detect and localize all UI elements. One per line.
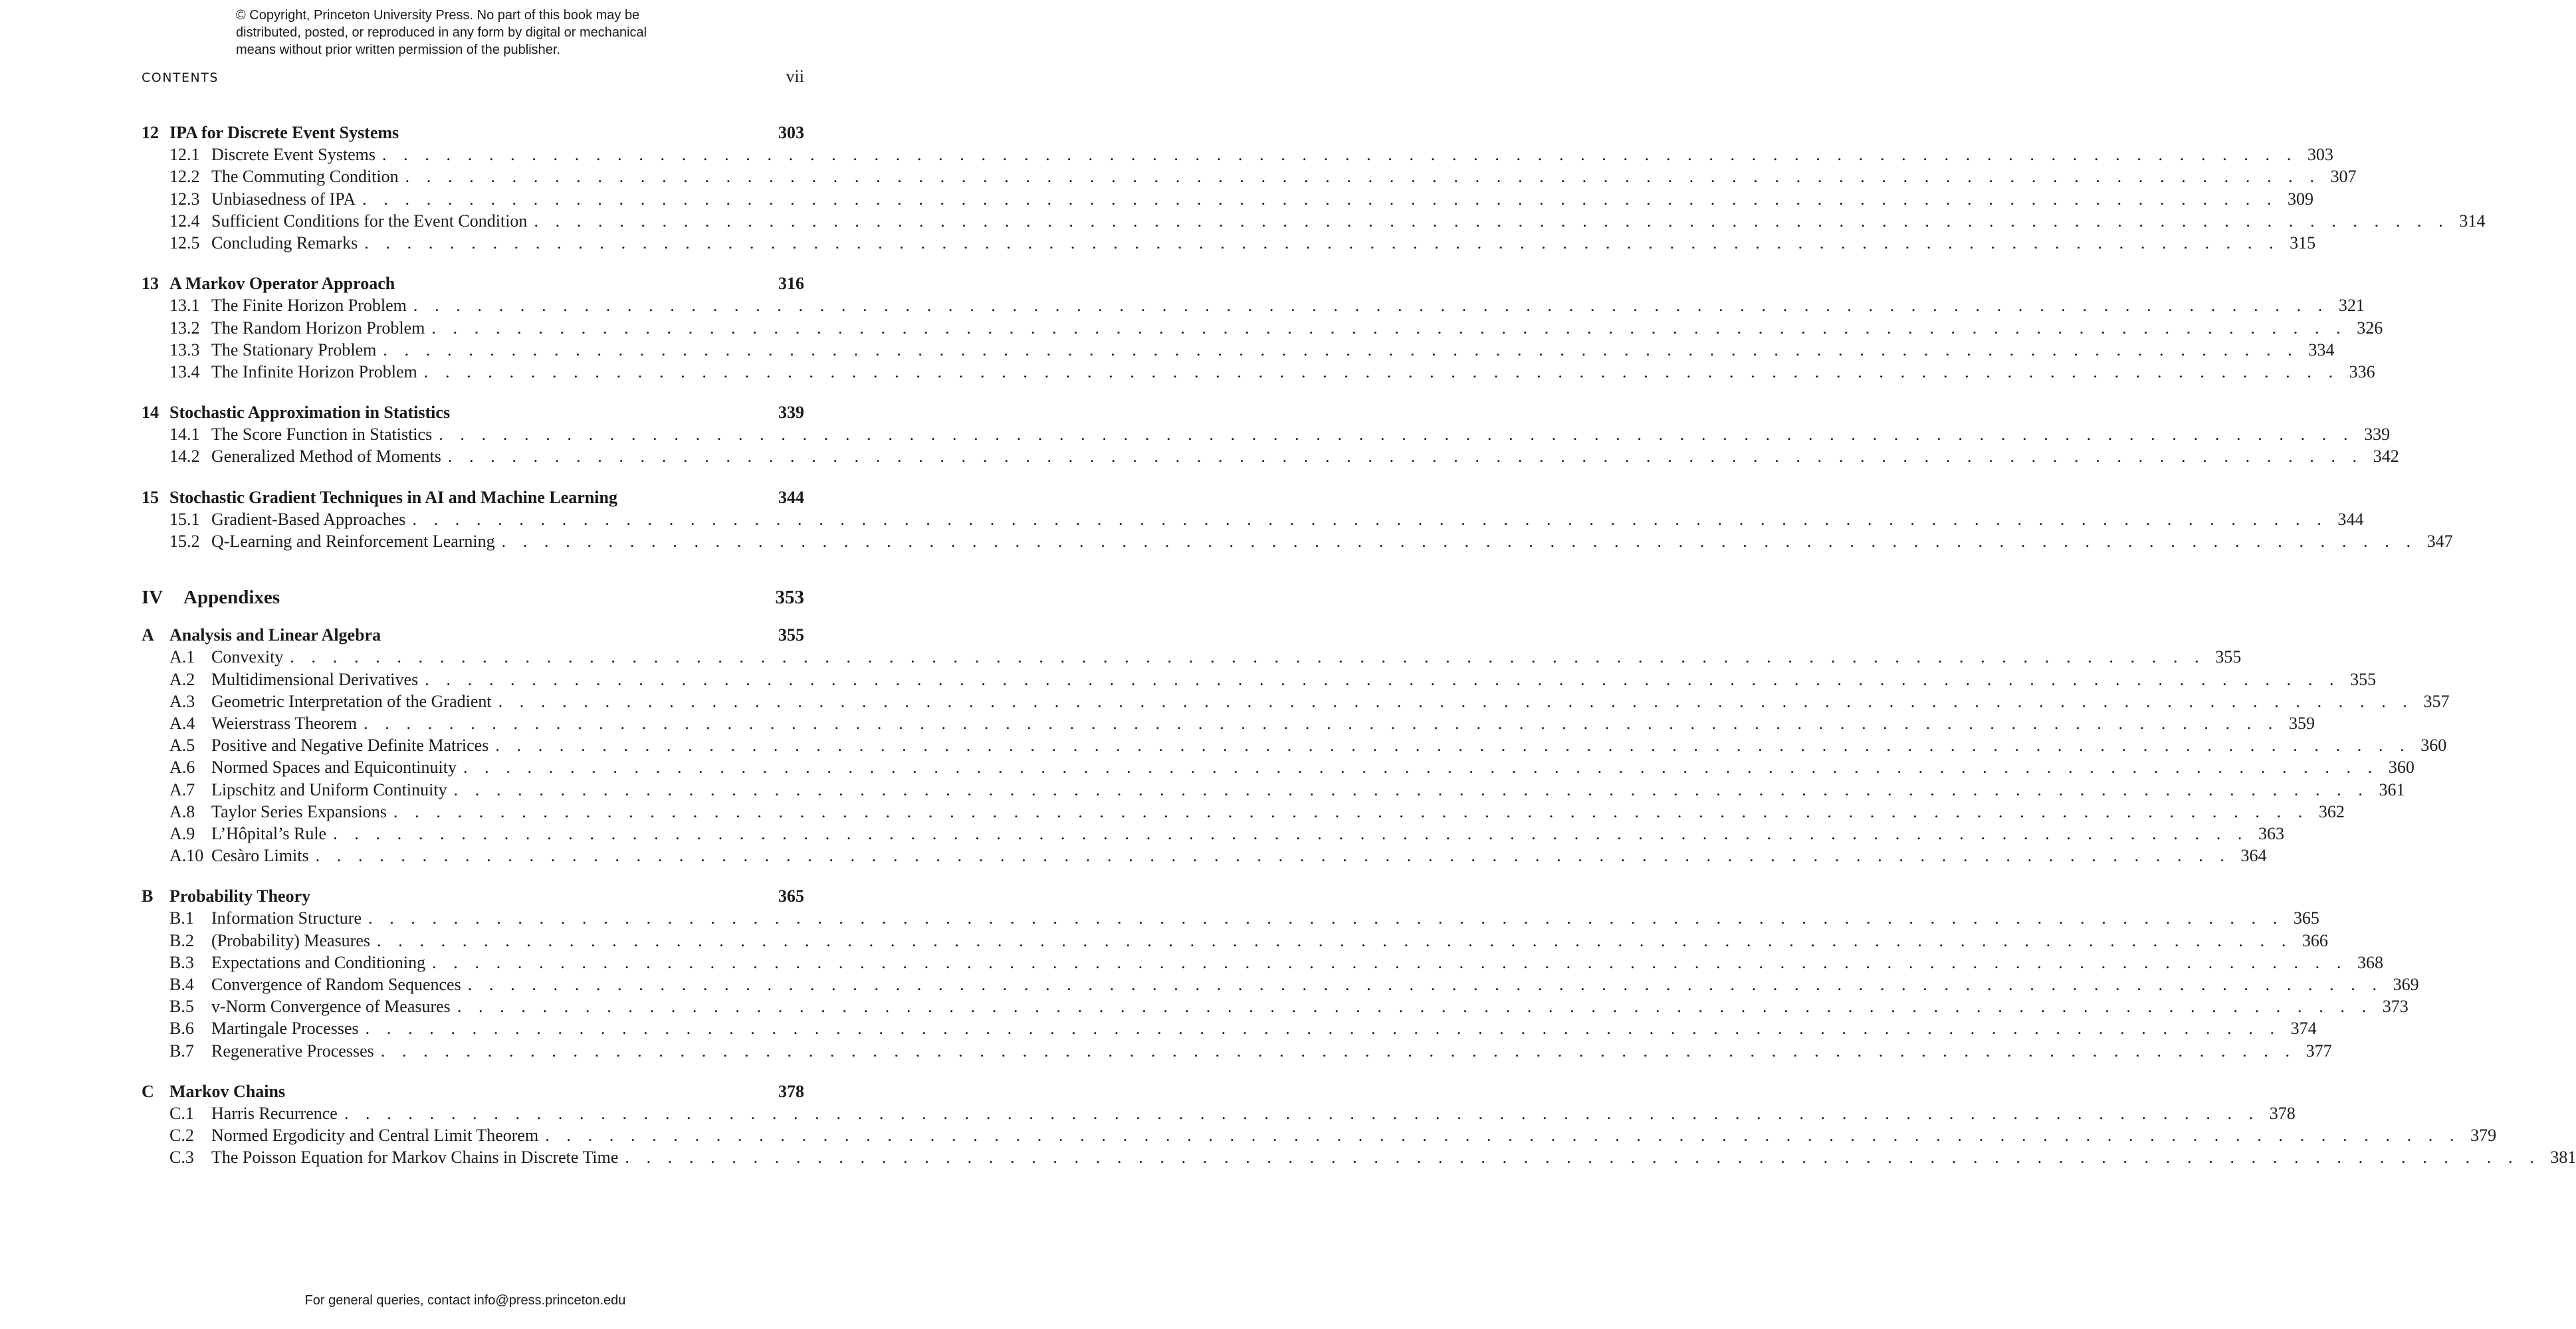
copyright-line: distributed, posted, or reproduced in any form by digital or mechanical [236, 25, 647, 40]
chapter-page: 365 [778, 886, 804, 906]
table-of-contents [142, 122, 2576, 1187]
section-entry[interactable] [142, 294, 2365, 316]
chapter-block [142, 486, 2453, 553]
chapter-page: 344 [778, 487, 804, 507]
chapter-page: 378 [778, 1081, 804, 1101]
section-page: 321 [2338, 296, 2365, 316]
section-number: 12.4 [169, 211, 200, 231]
dot-leader: . . . . . . . . . . . . . . . . . . . . . . . . . . . . . . . . . . . . . . . . . . . . . . . . . . . . . . . . . . . . . . . . . . . . . . . . . . . . . . . . . . . . . . . . . . [377, 930, 2292, 950]
chapter-heading[interactable] [142, 272, 804, 294]
section-title: Taylor Series Expansions [211, 801, 387, 821]
section-entry[interactable] [142, 165, 2357, 187]
dot-leader: . . . . . . . . . . . . . . . . . . . . . . . . . . . . . . . . . . . . . . . . . . . . . . . . . . . . . . . . . . . . . . . . . . . . . . . . . . . . . . . . . . . . . . . . . . [495, 736, 2411, 756]
section-number: A.2 [169, 669, 195, 689]
dot-leader: . . . . . . . . . . . . . . . . . . . . . . . . . . . . . . . . . . . . . . . . . . . . . . . . . . . . . . . . . . . . . . . . . . . . . . . . . . . . . . . . . . . . . . . . . . [380, 1041, 2296, 1061]
section-entry[interactable] [142, 144, 2333, 165]
chapter-group [142, 122, 2486, 552]
chapter-block [142, 272, 2383, 383]
section-title: The Commuting Condition [211, 167, 399, 187]
chapter-block [142, 1080, 2576, 1169]
section-number: 15.1 [169, 509, 200, 529]
dot-leader: . . . . . . . . . . . . . . . . . . . . . . . . . . . . . . . . . . . . . . . . . . . . . . . . . . . . . . . . . . . . . . . . . . . . . . . . . . . . . . . . . . . . . . . . . . [463, 758, 2379, 777]
section-title: Unbiasedness of IPA [211, 189, 356, 209]
section-title: The Finite Horizon Problem [211, 296, 407, 316]
section-page: 303 [2307, 145, 2333, 165]
section-entry[interactable] [142, 952, 2383, 973]
section-number: 12.2 [169, 167, 200, 187]
section-page: 368 [2357, 952, 2383, 972]
chapter-number: B [142, 886, 154, 906]
dot-leader: . . . . . . . . . . . . . . . . . . . . . . . . . . . . . . . . . . . . . . . . . . . . . . . . . . . . . . . . . . . . . . . . . . . . . . . . . . . . . . . . . . . . . . . . . . [432, 952, 2347, 972]
section-number: B.6 [169, 1019, 194, 1039]
dot-leader: . . . . . . . . . . . . . . . . . . . . . . . . . . . . . . . . . . . . . . . . . . . . . . . . . . . . . . . . . . . . . . . . . . . . . . . . . . . . . . . . . . . . . . . . . . [498, 691, 2414, 711]
chapter-heading[interactable] [142, 401, 804, 423]
dot-leader: . . . . . . . . . . . . . . . . . . . . . . . . . . . . . . . . . . . . . . . . . . . . . . . . . . . . . . . . . . . . . . . . . . . . . . . . . . . . . . . . . . . . . . . . . . [383, 340, 2299, 359]
section-entry[interactable] [142, 907, 2319, 929]
chapter-number: 12 [142, 123, 159, 142]
chapter-block [142, 885, 2419, 1062]
dot-leader: . . . . . . . . . . . . . . . . . . . . . . . . . . . . . . . . . . . . . . . . . . . . . . . . . . . . . . . . . . . . . . . . . . . . . . . . . . . . . . . . . . . . . . . . . . [534, 211, 2450, 231]
section-number: C.3 [169, 1148, 194, 1168]
section-title: Multidimensional Derivatives [211, 669, 419, 689]
dot-leader: . . . . . . . . . . . . . . . . . . . . . . . . . . . . . . . . . . . . . . . . . . . . . . . . . . . . . . . . . . . . . . . . . . . . . . . . . . . . . . . . . . . . . . . . . . [412, 509, 2328, 529]
chapter-title: Probability Theory [169, 886, 311, 906]
section-title: Sufficient Conditions for the Event Condition [211, 211, 528, 231]
section-number: A.10 [169, 846, 204, 866]
section-entry[interactable] [142, 1017, 2317, 1039]
section-page: 357 [2423, 691, 2450, 711]
section-title: Normed Spaces and Equicontinuity [211, 758, 457, 777]
section-title: The Score Function in Statistics [211, 425, 433, 445]
section-entry[interactable] [142, 646, 2242, 668]
section-entry[interactable] [142, 1146, 2576, 1168]
chapter-page: 339 [778, 403, 804, 423]
section-page: 360 [2388, 758, 2415, 777]
section-number: 14.2 [169, 447, 200, 466]
dot-leader: . . . . . . . . . . . . . . . . . . . . . . . . . . . . . . . . . . . . . . . . . . . . . . . . . . . . . . . . . . . . . . . . . . . . . . . . . . . . . . . . . . . . . . . . . . [333, 823, 2248, 843]
section-entry[interactable] [142, 317, 2383, 339]
chapter-page: 316 [778, 274, 804, 294]
section-number: 14.1 [169, 425, 200, 445]
chapter-heading[interactable] [142, 885, 804, 907]
section-page: 381 [2550, 1148, 2576, 1168]
dot-leader: . . . . . . . . . . . . . . . . . . . . . . . . . . . . . . . . . . . . . . . . . . . . . . . . . . . . . . . . . . . . . . . . . . . . . . . . . . . . . . . . . . . . . . . . . . [457, 997, 2373, 1017]
section-page: 361 [2379, 779, 2405, 799]
section-number: 12.5 [169, 233, 200, 253]
section-page: 336 [2349, 361, 2375, 381]
section-title: Convergence of Random Sequences [211, 975, 461, 994]
section-number: A.6 [169, 758, 195, 777]
chapter-number: A [142, 625, 154, 645]
copyright-line: means without prior written permission of the publisher. [236, 43, 561, 57]
part-heading [142, 584, 804, 611]
dot-leader: . . . . . . . . . . . . . . . . . . . . . . . . . . . . . . . . . . . . . . . . . . . . . . . . . . . . . . . . . . . . . . . . . . . . . . . . . . . . . . . . . . . . . . . . . . [423, 361, 2339, 381]
section-entry[interactable] [142, 756, 2415, 778]
section-page: 365 [2293, 908, 2319, 928]
section-page: 366 [2302, 930, 2328, 950]
section-page: 369 [2393, 975, 2419, 994]
dot-leader: . . . . . . . . . . . . . . . . . . . . . . . . . . . . . . . . . . . . . . . . . . . . . . . . . . . . . . . . . . . . . . . . . . . . . . . . . . . . . . . . . . . . . . . . . . [453, 779, 2369, 799]
dot-leader: . . . . . . . . . . . . . . . . . . . . . . . . . . . . . . . . . . . . . . . . . . . . . . . . . . . . . . . . . . . . . . . . . . . . . . . . . . . . . . . . . . . . . . . . . . [545, 1126, 2461, 1146]
section-entry[interactable] [142, 423, 2391, 445]
section-page: 339 [2364, 425, 2391, 445]
section-number: A.8 [169, 801, 195, 821]
dot-leader: . . . . . . . . . . . . . . . . . . . . . . . . . . . . . . . . . . . . . . . . . . . . . . . . . . . . . . . . . . . . . . . . . . . . . . . . . . . . . . . . . . . . . . . . . . [439, 425, 2355, 445]
section-page: 359 [2288, 713, 2315, 733]
chapter-title: Stochastic Gradient Techniques in AI and Machine Learning [169, 487, 617, 507]
section-entry[interactable] [142, 779, 2405, 801]
section-entry[interactable] [142, 445, 2399, 467]
dot-leader: . . . . . . . . . . . . . . . . . . . . . . . . . . . . . . . . . . . . . . . . . . . . . . . . . . . . . . . . . . . . . . . . . . . . . . . . . . . . . . . . . . . . . . . . . . [625, 1148, 2541, 1168]
chapter-heading[interactable] [142, 122, 804, 144]
section-title: Concluding Remarks [211, 233, 358, 253]
section-number: B.1 [169, 908, 194, 928]
dot-leader: . . . . . . . . . . . . . . . . . . . . . . . . . . . . . . . . . . . . . . . . . . . . . . . . . . . . . . . . . . . . . . . . . . . . . . . . . . . . . . . . . . . . . . . . . . [393, 801, 2309, 821]
part-page: 353 [775, 587, 804, 609]
section-title: Harris Recurrence [211, 1103, 338, 1123]
section-number: 13.1 [169, 296, 200, 316]
section-title: Convexity [211, 647, 284, 667]
section-title: Geometric Interpretation of the Gradient [211, 691, 492, 711]
section-title: Discrete Event Systems [211, 145, 376, 165]
section-number: B.2 [169, 930, 194, 950]
section-number: A.1 [169, 647, 195, 667]
part-title: Appendixes [183, 587, 280, 609]
section-page: 362 [2318, 801, 2345, 821]
section-entry[interactable] [142, 995, 2409, 1017]
section-number: 13.3 [169, 340, 200, 359]
section-entry[interactable] [142, 845, 2267, 867]
section-page: 363 [2258, 823, 2284, 843]
chapter-title: IPA for Discrete Event Systems [169, 123, 399, 142]
chapter-heading[interactable] [142, 486, 804, 508]
section-title: Weierstrass Theorem [211, 713, 358, 733]
section-page: 373 [2382, 997, 2409, 1017]
section-page: 360 [2420, 736, 2447, 756]
section-entry[interactable] [142, 823, 2284, 845]
section-page: 342 [2373, 447, 2399, 466]
section-number: B.4 [169, 975, 194, 994]
section-title: Lipschitz and Uniform Continuity [211, 779, 447, 799]
chapter-number: 14 [142, 403, 159, 423]
section-page: 364 [2240, 846, 2267, 866]
dot-leader: . . . . . . . . . . . . . . . . . . . . . . . . . . . . . . . . . . . . . . . . . . . . . . . . . . . . . . . . . . . . . . . . . . . . . . . . . . . . . . . . . . . . . . . . . . [501, 532, 2417, 551]
section-number: A.5 [169, 736, 195, 756]
dot-leader: . . . . . . . . . . . . . . . . . . . . . . . . . . . . . . . . . . . . . . . . . . . . . . . . . . . . . . . . . . . . . . . . . . . . . . . . . . . . . . . . . . . . . . . . . . [362, 189, 2278, 209]
section-number: 13.2 [169, 318, 200, 338]
section-number: A.3 [169, 691, 195, 711]
section-number: 15.2 [169, 532, 200, 551]
section-entry[interactable] [142, 188, 2314, 210]
running-head-title: CONTENTS [142, 70, 219, 85]
section-number: A.9 [169, 823, 195, 843]
section-title: Martingale Processes [211, 1019, 359, 1039]
chapter-heading[interactable] [142, 624, 804, 646]
dot-leader: . . . . . . . . . . . . . . . . . . . . . . . . . . . . . . . . . . . . . . . . . . . . . . . . . . . . . . . . . . . . . . . . . . . . . . . . . . . . . . . . . . . . . . . . . . [381, 145, 2298, 165]
section-title: L’Hôpital’s Rule [211, 823, 327, 843]
section-entry[interactable] [142, 1040, 2332, 1062]
chapter-title: Analysis and Linear Algebra [169, 625, 381, 645]
section-title: Normed Ergodicity and Central Limit Theorem [211, 1126, 539, 1146]
section-entry[interactable] [142, 973, 2419, 995]
section-title: Information Structure [211, 908, 362, 928]
section-page: 355 [2215, 647, 2242, 667]
part-number: IV [142, 587, 163, 609]
section-number: C.1 [169, 1103, 194, 1123]
copyright-notice [236, 7, 741, 58]
dot-leader: . . . . . . . . . . . . . . . . . . . . . . . . . . . . . . . . . . . . . . . . . . . . . . . . . . . . . . . . . . . . . . . . . . . . . . . . . . . . . . . . . . . . . . . . . . [364, 713, 2279, 733]
section-title: The Infinite Horizon Problem [211, 361, 417, 381]
section-entry[interactable] [142, 690, 2450, 712]
section-page: 344 [2337, 509, 2364, 529]
section-title: Cesàro Limits [211, 846, 309, 866]
section-entry[interactable] [142, 361, 2375, 383]
chapter-title: Stochastic Approximation in Statistics [169, 403, 451, 423]
section-page: 374 [2290, 1019, 2317, 1039]
section-page: 315 [2290, 233, 2316, 253]
section-page: 355 [2350, 669, 2377, 689]
section-entry[interactable] [142, 508, 2364, 530]
section-page: 326 [2357, 318, 2383, 338]
dot-leader: . . . . . . . . . . . . . . . . . . . . . . . . . . . . . . . . . . . . . . . . . . . . . . . . . . . . . . . . . . . . . . . . . . . . . . . . . . . . . . . . . . . . . . . . . . [365, 1019, 2281, 1039]
section-page: 309 [2288, 189, 2314, 209]
section-entry[interactable] [142, 801, 2345, 823]
section-number: 13.4 [169, 361, 200, 381]
section-entry[interactable] [142, 1124, 2497, 1146]
chapter-block [142, 401, 2399, 468]
section-number: B.7 [169, 1041, 194, 1061]
dot-leader: . . . . . . . . . . . . . . . . . . . . . . . . . . . . . . . . . . . . . . . . . . . . . . . . . . . . . . . . . . . . . . . . . . . . . . . . . . . . . . . . . . . . . . . . . . [467, 975, 2383, 994]
chapter-number: 15 [142, 487, 159, 507]
section-entry[interactable] [142, 210, 2486, 232]
dot-leader: . . . . . . . . . . . . . . . . . . . . . . . . . . . . . . . . . . . . . . . . . . . . . . . . . . . . . . . . . . . . . . . . . . . . . . . . . . . . . . . . . . . . . . . . . . [368, 908, 2284, 928]
chapter-page: 303 [778, 123, 804, 142]
dot-leader: . . . . . . . . . . . . . . . . . . . . . . . . . . . . . . . . . . . . . . . . . . . . . . . . . . . . . . . . . . . . . . . . . . . . . . . . . . . . . . . . . . . . . . . . . . [431, 318, 2347, 338]
section-number: A.7 [169, 779, 195, 799]
footer-contact: For general queries, contact info@press.princeton.edu [304, 1293, 626, 1308]
section-entry[interactable] [142, 930, 2328, 952]
dot-leader: . . . . . . . . . . . . . . . . . . . . . . . . . . . . . . . . . . . . . . . . . . . . . . . . . . . . . . . . . . . . . . . . . . . . . . . . . . . . . . . . . . . . . . . . . . [290, 647, 2206, 667]
dot-leader: . . . . . . . . . . . . . . . . . . . . . . . . . . . . . . . . . . . . . . . . . . . . . . . . . . . . . . . . . . . . . . . . . . . . . . . . . . . . . . . . . . . . . . . . . . [425, 669, 2341, 689]
copyright-line: © Copyright, Princeton University Press. No part of this book may be [236, 8, 640, 23]
section-page: 378 [2269, 1103, 2296, 1123]
section-title: (Probability) Measures [211, 930, 371, 950]
running-head [142, 66, 804, 86]
section-entry[interactable] [142, 232, 2316, 254]
section-page: 307 [2330, 167, 2357, 187]
section-title: Expectations and Conditioning [211, 952, 426, 972]
section-title: Positive and Negative Definite Matrices [211, 736, 489, 756]
section-number: C.2 [169, 1126, 194, 1146]
section-number: B.5 [169, 997, 194, 1017]
page-number: vii [786, 66, 804, 86]
dot-leader: . . . . . . . . . . . . . . . . . . . . . . . . . . . . . . . . . . . . . . . . . . . . . . . . . . . . . . . . . . . . . . . . . . . . . . . . . . . . . . . . . . . . . . . . . . [405, 167, 2321, 187]
section-title: Q-Learning and Reinforcement Learning [211, 532, 495, 551]
section-number: 12.3 [169, 189, 200, 209]
section-entry[interactable] [142, 530, 2453, 552]
dot-leader: . . . . . . . . . . . . . . . . . . . . . . . . . . . . . . . . . . . . . . . . . . . . . . . . . . . . . . . . . . . . . . . . . . . . . . . . . . . . . . . . . . . . . . . . . . [344, 1103, 2260, 1123]
dot-leader: . . . . . . . . . . . . . . . . . . . . . . . . . . . . . . . . . . . . . . . . . . . . . . . . . . . . . . . . . . . . . . . . . . . . . . . . . . . . . . . . . . . . . . . . . . [413, 296, 2329, 316]
chapter-number: C [142, 1081, 154, 1101]
dot-leader: . . . . . . . . . . . . . . . . . . . . . . . . . . . . . . . . . . . . . . . . . . . . . . . . . . . . . . . . . . . . . . . . . . . . . . . . . . . . . . . . . . . . . . . . . . [315, 846, 2231, 866]
section-page: 377 [2306, 1041, 2332, 1061]
chapter-title: Markov Chains [169, 1081, 286, 1101]
section-page: 334 [2308, 340, 2335, 359]
section-title: The Random Horizon Problem [211, 318, 425, 338]
section-title: The Poisson Equation for Markov Chains in Discrete Time [211, 1148, 619, 1168]
section-entry[interactable] [142, 339, 2335, 361]
section-number: A.4 [169, 713, 195, 733]
chapter-block [142, 122, 2486, 254]
dot-leader: . . . . . . . . . . . . . . . . . . . . . . . . . . . . . . . . . . . . . . . . . . . . . . . . . . . . . . . . . . . . . . . . . . . . . . . . . . . . . . . . . . . . . . . . . . [447, 447, 2363, 466]
section-page: 379 [2470, 1126, 2497, 1146]
chapter-block [142, 624, 2450, 867]
section-title: Gradient-Based Approaches [211, 509, 406, 529]
section-entry[interactable] [142, 734, 2447, 756]
section-entry[interactable] [142, 668, 2377, 690]
chapter-number: 13 [142, 274, 159, 294]
section-title: Regenerative Processes [211, 1041, 374, 1061]
section-title: Generalized Method of Moments [211, 447, 441, 466]
section-number: 12.1 [169, 145, 200, 165]
section-title: v-Norm Convergence of Measures [211, 997, 451, 1017]
section-page: 314 [2459, 211, 2486, 231]
dot-leader: . . . . . . . . . . . . . . . . . . . . . . . . . . . . . . . . . . . . . . . . . . . . . . . . . . . . . . . . . . . . . . . . . . . . . . . . . . . . . . . . . . . . . . . . . . [364, 233, 2280, 253]
appendix-group [142, 624, 2576, 1168]
section-number: B.3 [169, 952, 194, 972]
section-title: The Stationary Problem [211, 340, 377, 359]
section-page: 347 [2426, 532, 2453, 551]
section-entry[interactable] [142, 712, 2315, 734]
chapter-heading[interactable] [142, 1080, 804, 1102]
chapter-page: 355 [778, 625, 804, 645]
chapter-title: A Markov Operator Approach [169, 274, 395, 294]
section-entry[interactable] [142, 1102, 2296, 1124]
